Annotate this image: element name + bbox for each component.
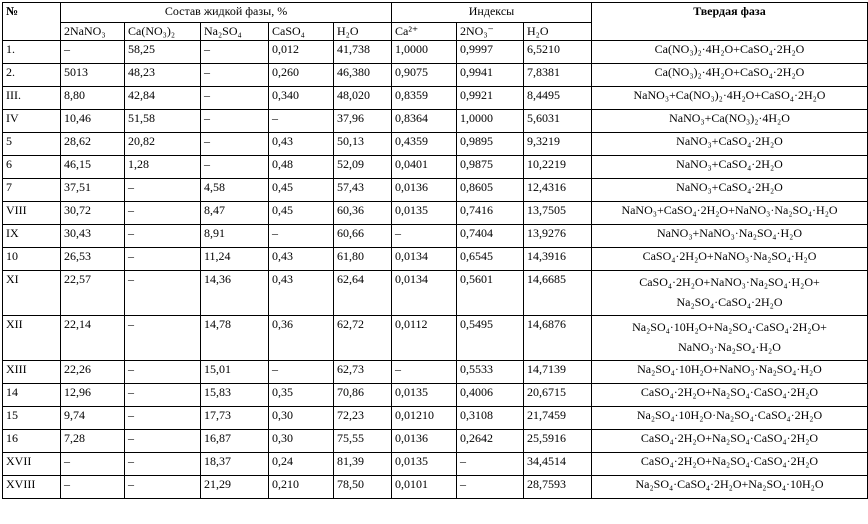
cell-na2so4: – bbox=[201, 41, 269, 64]
row-number: 15 bbox=[3, 407, 61, 430]
cell-ca-index: 0,8364 bbox=[392, 110, 457, 133]
cell-h2o-index: 14,6685 bbox=[524, 271, 592, 316]
cell-solid-phase: CaSO₄·2H₂O+NaNO₃·Na₂SO₄·H₂O+ Na₂SO₄·CaSO₄·2H₂O bbox=[592, 271, 868, 316]
subheader-nano3: 2NaNO₃ bbox=[61, 23, 125, 41]
row-number: 6 bbox=[3, 156, 61, 179]
subheader-h2o: H₂O bbox=[334, 23, 392, 41]
cell-no3-index: 0,7416 bbox=[457, 202, 524, 225]
cell-cano32: – bbox=[125, 430, 201, 453]
cell-h2o-index: 28,7593 bbox=[524, 476, 592, 499]
cell-ca-index: 0,0101 bbox=[392, 476, 457, 499]
cell-h2o: 46,380 bbox=[334, 64, 392, 87]
row-number: 5 bbox=[3, 133, 61, 156]
cell-na2so4: 21,29 bbox=[201, 476, 269, 499]
cell-nano3: 37,51 bbox=[61, 179, 125, 202]
cell-ca-index: 0,0401 bbox=[392, 156, 457, 179]
data-table bbox=[2, 2, 868, 499]
cell-h2o-index: 8,4495 bbox=[524, 87, 592, 110]
table-row bbox=[3, 202, 868, 225]
cell-na2so4: – bbox=[201, 64, 269, 87]
cell-no3-index: 0,5533 bbox=[457, 361, 524, 384]
cell-h2o-index: 21,7459 bbox=[524, 407, 592, 430]
cell-cano32: – bbox=[125, 361, 201, 384]
cell-no3-index: 0,9921 bbox=[457, 87, 524, 110]
cell-h2o: 62,64 bbox=[334, 271, 392, 316]
cell-nano3: 46,15 bbox=[61, 156, 125, 179]
table-row bbox=[3, 179, 868, 202]
row-number: 14 bbox=[3, 384, 61, 407]
cell-cano32: – bbox=[125, 248, 201, 271]
subheader-caso4: CaSO₄ bbox=[269, 23, 334, 41]
cell-no3-index: 0,7404 bbox=[457, 225, 524, 248]
cell-cano32: – bbox=[125, 476, 201, 499]
cell-h2o: 72,23 bbox=[334, 407, 392, 430]
cell-nano3: 12,96 bbox=[61, 384, 125, 407]
cell-h2o: 78,50 bbox=[334, 476, 392, 499]
cell-cano32: – bbox=[125, 271, 201, 316]
table-row bbox=[3, 110, 868, 133]
cell-solid-phase: NaNO₃+CaSO₄·2H₂O+NaNO₃·Na₂SO₄·H₂O bbox=[592, 202, 868, 225]
cell-na2so4: 8,91 bbox=[201, 225, 269, 248]
cell-no3-index: 0,4006 bbox=[457, 384, 524, 407]
cell-cano32: – bbox=[125, 202, 201, 225]
cell-h2o: 52,09 bbox=[334, 156, 392, 179]
cell-na2so4: 8,47 bbox=[201, 202, 269, 225]
subheader-ca-index: Ca²⁺ bbox=[392, 23, 457, 41]
cell-caso4: 0,340 bbox=[269, 87, 334, 110]
subheader-na2so4: Na₂SO₄ bbox=[201, 23, 269, 41]
cell-no3-index: – bbox=[457, 453, 524, 476]
cell-na2so4: – bbox=[201, 110, 269, 133]
cell-h2o: 62,73 bbox=[334, 361, 392, 384]
table-row bbox=[3, 271, 868, 316]
row-number: XII bbox=[3, 316, 61, 361]
cell-solid-phase: Ca(NO₃)₂·4H₂O+CaSO₄·2H₂O bbox=[592, 64, 868, 87]
cell-ca-index: 0,01210 bbox=[392, 407, 457, 430]
row-number: III. bbox=[3, 87, 61, 110]
cell-h2o: 37,96 bbox=[334, 110, 392, 133]
cell-h2o: 61,80 bbox=[334, 248, 392, 271]
cell-caso4: 0,260 bbox=[269, 64, 334, 87]
cell-h2o-index: 9,3219 bbox=[524, 133, 592, 156]
cell-na2so4: 11,24 bbox=[201, 248, 269, 271]
cell-na2so4: 14,78 bbox=[201, 316, 269, 361]
cell-caso4: 0,35 bbox=[269, 384, 334, 407]
cell-h2o-index: 5,6031 bbox=[524, 110, 592, 133]
cell-nano3: 22,26 bbox=[61, 361, 125, 384]
cell-caso4: 0,43 bbox=[269, 133, 334, 156]
cell-ca-index: 0,0112 bbox=[392, 316, 457, 361]
cell-solid-phase: CaSO₄·2H₂O+NaNO₃·Na₂SO₄·H₂O bbox=[592, 248, 868, 271]
cell-nano3: 26,53 bbox=[61, 248, 125, 271]
table-row bbox=[3, 87, 868, 110]
cell-h2o-index: 20,6715 bbox=[524, 384, 592, 407]
cell-no3-index: 0,9895 bbox=[457, 133, 524, 156]
cell-caso4: 0,30 bbox=[269, 430, 334, 453]
cell-nano3: – bbox=[61, 41, 125, 64]
cell-cano32: – bbox=[125, 179, 201, 202]
cell-caso4: – bbox=[269, 361, 334, 384]
cell-h2o-index: 14,3916 bbox=[524, 248, 592, 271]
cell-ca-index: 0,4359 bbox=[392, 133, 457, 156]
cell-solid-phase: CaSO₄·2H₂O+Na₂SO₄·CaSO₄·2H₂O bbox=[592, 430, 868, 453]
cell-na2so4: – bbox=[201, 156, 269, 179]
cell-nano3: 10,46 bbox=[61, 110, 125, 133]
cell-no3-index: 0,6545 bbox=[457, 248, 524, 271]
cell-na2so4: – bbox=[201, 133, 269, 156]
table-row bbox=[3, 476, 868, 499]
cell-solid-phase: CaSO₄·2H₂O+Na₂SO₄·CaSO₄·2H₂O bbox=[592, 453, 868, 476]
header-composition: Состав жидкой фазы, % bbox=[61, 3, 392, 23]
table-row bbox=[3, 64, 868, 87]
cell-no3-index: 1,0000 bbox=[457, 110, 524, 133]
cell-caso4: 0,45 bbox=[269, 179, 334, 202]
table-row bbox=[3, 430, 868, 453]
cell-ca-index: 0,0134 bbox=[392, 271, 457, 316]
cell-cano32: – bbox=[125, 316, 201, 361]
cell-h2o-index: 25,5916 bbox=[524, 430, 592, 453]
header-indices: Индексы bbox=[392, 3, 592, 23]
cell-cano32: 58,25 bbox=[125, 41, 201, 64]
cell-solid-phase: NaNO₃+CaSO₄·2H₂O bbox=[592, 179, 868, 202]
cell-nano3: 22,57 bbox=[61, 271, 125, 316]
cell-na2so4: 14,36 bbox=[201, 271, 269, 316]
cell-cano32: – bbox=[125, 453, 201, 476]
cell-caso4: – bbox=[269, 110, 334, 133]
cell-h2o-index: 6,5210 bbox=[524, 41, 592, 64]
table-row bbox=[3, 248, 868, 271]
cell-h2o-index: 10,2219 bbox=[524, 156, 592, 179]
row-number: 10 bbox=[3, 248, 61, 271]
cell-h2o: 41,738 bbox=[334, 41, 392, 64]
cell-h2o-index: 12,4316 bbox=[524, 179, 592, 202]
cell-solid-phase: Ca(NO₃)₂·4H₂O+CaSO₄·2H₂O bbox=[592, 41, 868, 64]
cell-nano3: 30,72 bbox=[61, 202, 125, 225]
cell-h2o: 50,13 bbox=[334, 133, 392, 156]
row-number: XIII bbox=[3, 361, 61, 384]
cell-nano3: 28,62 bbox=[61, 133, 125, 156]
row-number: VIII bbox=[3, 202, 61, 225]
cell-ca-index: 0,0135 bbox=[392, 202, 457, 225]
cell-cano32: 1,28 bbox=[125, 156, 201, 179]
cell-h2o-index: 13,9276 bbox=[524, 225, 592, 248]
cell-solid-phase: Na₂SO₄·10H₂O·Na₂SO₄·CaSO₄·2H₂O bbox=[592, 407, 868, 430]
cell-nano3: 22,14 bbox=[61, 316, 125, 361]
cell-na2so4: 17,73 bbox=[201, 407, 269, 430]
cell-h2o: 75,55 bbox=[334, 430, 392, 453]
cell-nano3: 30,43 bbox=[61, 225, 125, 248]
cell-no3-index: – bbox=[457, 476, 524, 499]
cell-caso4: 0,43 bbox=[269, 248, 334, 271]
cell-na2so4: 15,83 bbox=[201, 384, 269, 407]
cell-ca-index: 1,0000 bbox=[392, 41, 457, 64]
table-row bbox=[3, 361, 868, 384]
cell-nano3: 7,28 bbox=[61, 430, 125, 453]
cell-solid-phase: NaNO₃+Ca(NO₃)₂·4H₂O+CaSO₄·2H₂O bbox=[592, 87, 868, 110]
cell-ca-index: 0,9075 bbox=[392, 64, 457, 87]
cell-na2so4: 16,87 bbox=[201, 430, 269, 453]
cell-ca-index: 0,0135 bbox=[392, 384, 457, 407]
cell-h2o: 60,36 bbox=[334, 202, 392, 225]
cell-h2o-index: 34,4514 bbox=[524, 453, 592, 476]
cell-na2so4: 4,58 bbox=[201, 179, 269, 202]
cell-h2o: 70,86 bbox=[334, 384, 392, 407]
cell-nano3: – bbox=[61, 476, 125, 499]
cell-cano32: 20,82 bbox=[125, 133, 201, 156]
row-number: XVIII bbox=[3, 476, 61, 499]
cell-no3-index: 0,5601 bbox=[457, 271, 524, 316]
cell-cano32: 42,84 bbox=[125, 87, 201, 110]
cell-nano3: 9,74 bbox=[61, 407, 125, 430]
cell-caso4: 0,45 bbox=[269, 202, 334, 225]
cell-caso4: 0,36 bbox=[269, 316, 334, 361]
cell-cano32: – bbox=[125, 225, 201, 248]
cell-solid-phase: Na₂SO₄·10H₂O+Na₂SO₄·CaSO₄·2H₂O+ NaNO₃·Na₂SO₄·H₂O bbox=[592, 316, 868, 361]
row-number: IX bbox=[3, 225, 61, 248]
cell-nano3: – bbox=[61, 453, 125, 476]
cell-no3-index: 0,8605 bbox=[457, 179, 524, 202]
cell-no3-index: 0,9997 bbox=[457, 41, 524, 64]
cell-ca-index: 0,0135 bbox=[392, 453, 457, 476]
table-row bbox=[3, 156, 868, 179]
cell-cano32: – bbox=[125, 384, 201, 407]
cell-caso4: – bbox=[269, 225, 334, 248]
cell-ca-index: 0,0134 bbox=[392, 248, 457, 271]
table-row bbox=[3, 133, 868, 156]
cell-solid-phase: NaNO₃+Ca(NO₃)₂·4H₂O bbox=[592, 110, 868, 133]
cell-caso4: 0,43 bbox=[269, 271, 334, 316]
cell-na2so4: 15,01 bbox=[201, 361, 269, 384]
row-number: 1. bbox=[3, 41, 61, 64]
header-solid-phase: Твердая фаза bbox=[592, 3, 868, 41]
cell-solid-phase: NaNO₃+NaNO₃·Na₂SO₄·H₂O bbox=[592, 225, 868, 248]
cell-solid-phase: Na₂SO₄·CaSO₄·2H₂O+Na₂SO₄·10H₂O bbox=[592, 476, 868, 499]
cell-caso4: 0,30 bbox=[269, 407, 334, 430]
cell-ca-index: – bbox=[392, 225, 457, 248]
subheader-h2o-index: H₂O bbox=[524, 23, 592, 41]
table-row bbox=[3, 384, 868, 407]
subheader-no3-index: 2NO₃⁻ bbox=[457, 23, 524, 41]
cell-h2o: 57,43 bbox=[334, 179, 392, 202]
subheader-cano32: Ca(NO₃)₂ bbox=[125, 23, 201, 41]
cell-na2so4: – bbox=[201, 87, 269, 110]
cell-h2o: 48,020 bbox=[334, 87, 392, 110]
table-row bbox=[3, 316, 868, 361]
cell-cano32: 51,58 bbox=[125, 110, 201, 133]
cell-no3-index: 0,5495 bbox=[457, 316, 524, 361]
cell-solid-phase: Na₂SO₄·10H₂O+NaNO₃·Na₂SO₄·H₂O bbox=[592, 361, 868, 384]
row-number: 7 bbox=[3, 179, 61, 202]
cell-caso4: 0,48 bbox=[269, 156, 334, 179]
cell-h2o-index: 13,7505 bbox=[524, 202, 592, 225]
cell-nano3: 5013 bbox=[61, 64, 125, 87]
cell-no3-index: 0,2642 bbox=[457, 430, 524, 453]
row-number: 16 bbox=[3, 430, 61, 453]
cell-h2o: 60,66 bbox=[334, 225, 392, 248]
cell-no3-index: 0,9875 bbox=[457, 156, 524, 179]
table-row bbox=[3, 225, 868, 248]
cell-h2o-index: 14,7139 bbox=[524, 361, 592, 384]
cell-caso4: 0,24 bbox=[269, 453, 334, 476]
cell-cano32: – bbox=[125, 407, 201, 430]
cell-caso4: 0,210 bbox=[269, 476, 334, 499]
cell-cano32: 48,23 bbox=[125, 64, 201, 87]
row-number: 2. bbox=[3, 64, 61, 87]
cell-solid-phase: CaSO₄·2H₂O+Na₂SO₄·CaSO₄·2H₂O bbox=[592, 384, 868, 407]
table-row bbox=[3, 453, 868, 476]
cell-solid-phase: NaNO₃+CaSO₄·2H₂O bbox=[592, 156, 868, 179]
header-num: № bbox=[3, 3, 61, 41]
row-number: XVII bbox=[3, 453, 61, 476]
cell-no3-index: 0,9941 bbox=[457, 64, 524, 87]
cell-h2o-index: 14,6876 bbox=[524, 316, 592, 361]
cell-caso4: 0,012 bbox=[269, 41, 334, 64]
row-number: XI bbox=[3, 271, 61, 316]
cell-ca-index: 0,0136 bbox=[392, 430, 457, 453]
cell-solid-phase: NaNO₃+CaSO₄·2H₂O bbox=[592, 133, 868, 156]
row-number: IV bbox=[3, 110, 61, 133]
cell-h2o: 81,39 bbox=[334, 453, 392, 476]
cell-ca-index: – bbox=[392, 361, 457, 384]
cell-h2o: 62,72 bbox=[334, 316, 392, 361]
cell-no3-index: 0,3108 bbox=[457, 407, 524, 430]
cell-na2so4: 18,37 bbox=[201, 453, 269, 476]
cell-ca-index: 0,0136 bbox=[392, 179, 457, 202]
cell-nano3: 8,80 bbox=[61, 87, 125, 110]
cell-h2o-index: 7,8381 bbox=[524, 64, 592, 87]
cell-ca-index: 0,8359 bbox=[392, 87, 457, 110]
table-row bbox=[3, 407, 868, 430]
table-row bbox=[3, 41, 868, 64]
